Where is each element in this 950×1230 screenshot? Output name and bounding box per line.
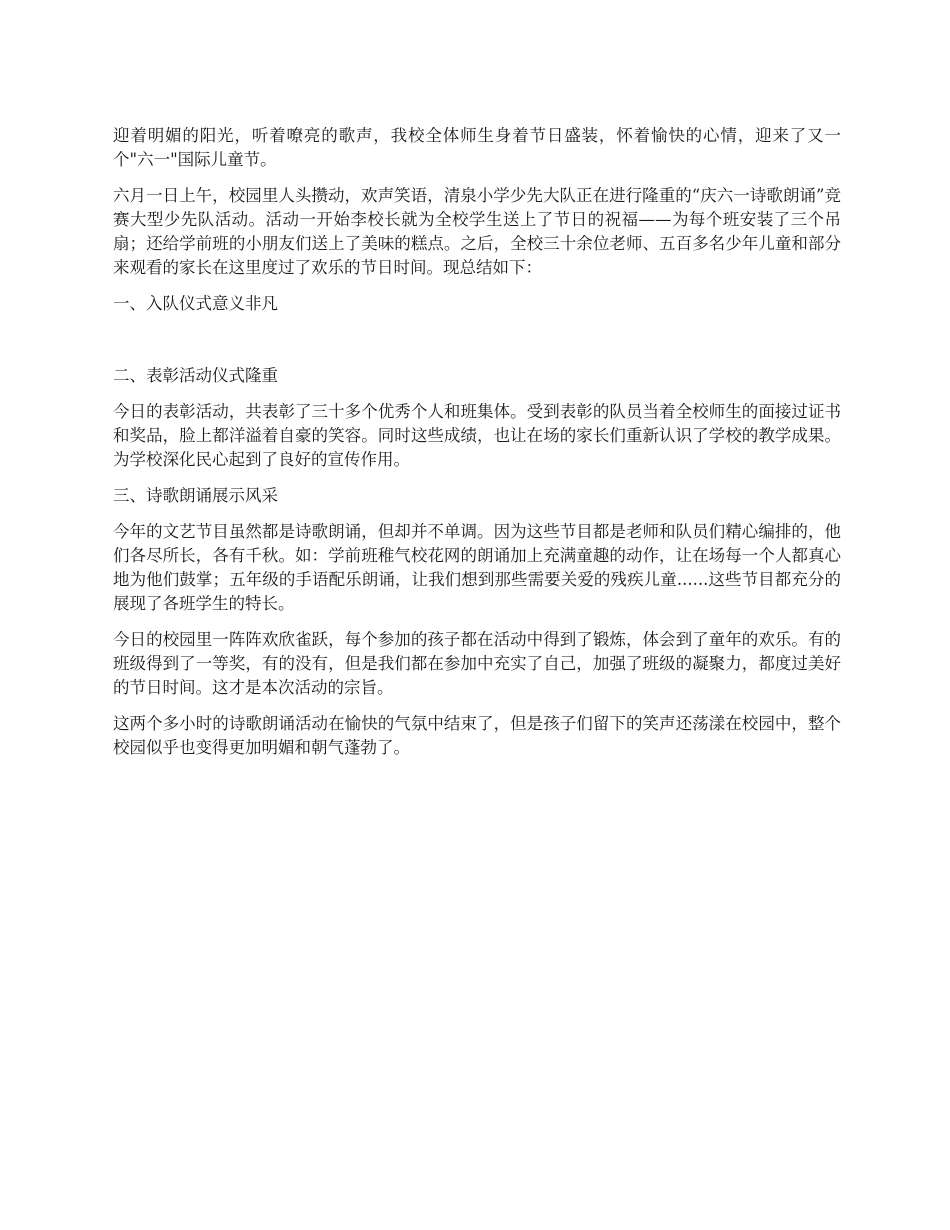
section-heading-awards: 二、表彰活动仪式隆重 bbox=[113, 366, 278, 385]
poetry-paragraph: 今年的文艺节目虽然都是诗歌朗诵，但却并不单调。因为这些节目都是老师和队员们精心编排的，他们各尽所长，各有千秋。如：学前班稚气校花网的朗诵加上充满童趣的动作，让在场每一个人都真心地为他们鼓掌；五年级的手语配乐朗诵，让我们想到那些需要关爱的残疾儿童......这些节目都充分的展现了各班学生的特长。 bbox=[113, 522, 841, 613]
document-body bbox=[113, 124, 841, 772]
blank-space bbox=[113, 328, 841, 364]
event-summary-paragraph: 六月一日上午，校园里人头攒动，欢声笑语，清泉小学少先大队正在进行隆重的“庆六一诗歌朗诵”竞赛大型少先队活动。活动一开始李校长就为全校学生送上了节日的祝福——为每个班安装了三个吊扇；还给学前班的小朋友们送上了美味的糕点。之后，全校三十余位老师、五百多名少年儿童和部分来观看的家长在这里度过了欢乐的节日时间。现总结如下： bbox=[113, 186, 841, 277]
closing-paragraph: 这两个多小时的诗歌朗诵活动在愉快的气氛中结束了，但是孩子们留下的笑声还荡漾在校园中，整个校园似乎也变得更加明媚和朝气蓬勃了。 bbox=[113, 714, 841, 757]
awards-paragraph: 今日的表彰活动，共表彰了三十多个优秀个人和班集体。受到表彰的队员当着全校师生的面接过证书和奖品，脸上都洋溢着自豪的笑容。同时这些成绩，也让在场的家长们重新认识了学校的教学成果。为学校深化民心起到了良好的宣传作用。 bbox=[113, 402, 841, 469]
section-heading-poetry: 三、诗歌朗诵展示风采 bbox=[113, 486, 278, 505]
intro-paragraph: 迎着明媚的阳光，听着嘹亮的歌声，我校全体师生身着节日盛装，怀着愉快的心情，迎来了又一个"六一"国际儿童节。 bbox=[113, 126, 841, 169]
section-heading-induction: 一、入队仪式意义非凡 bbox=[113, 294, 278, 313]
reflection-paragraph: 今日的校园里一阵阵欢欣雀跃，每个参加的孩子都在活动中得到了锻炼，体会到了童年的欢乐。有的班级得到了一等奖，有的没有，但是我们都在参加中充实了自己，加强了班级的凝聚力，都度过美好的节日时间。这才是本次活动的宗旨。 bbox=[113, 630, 841, 697]
